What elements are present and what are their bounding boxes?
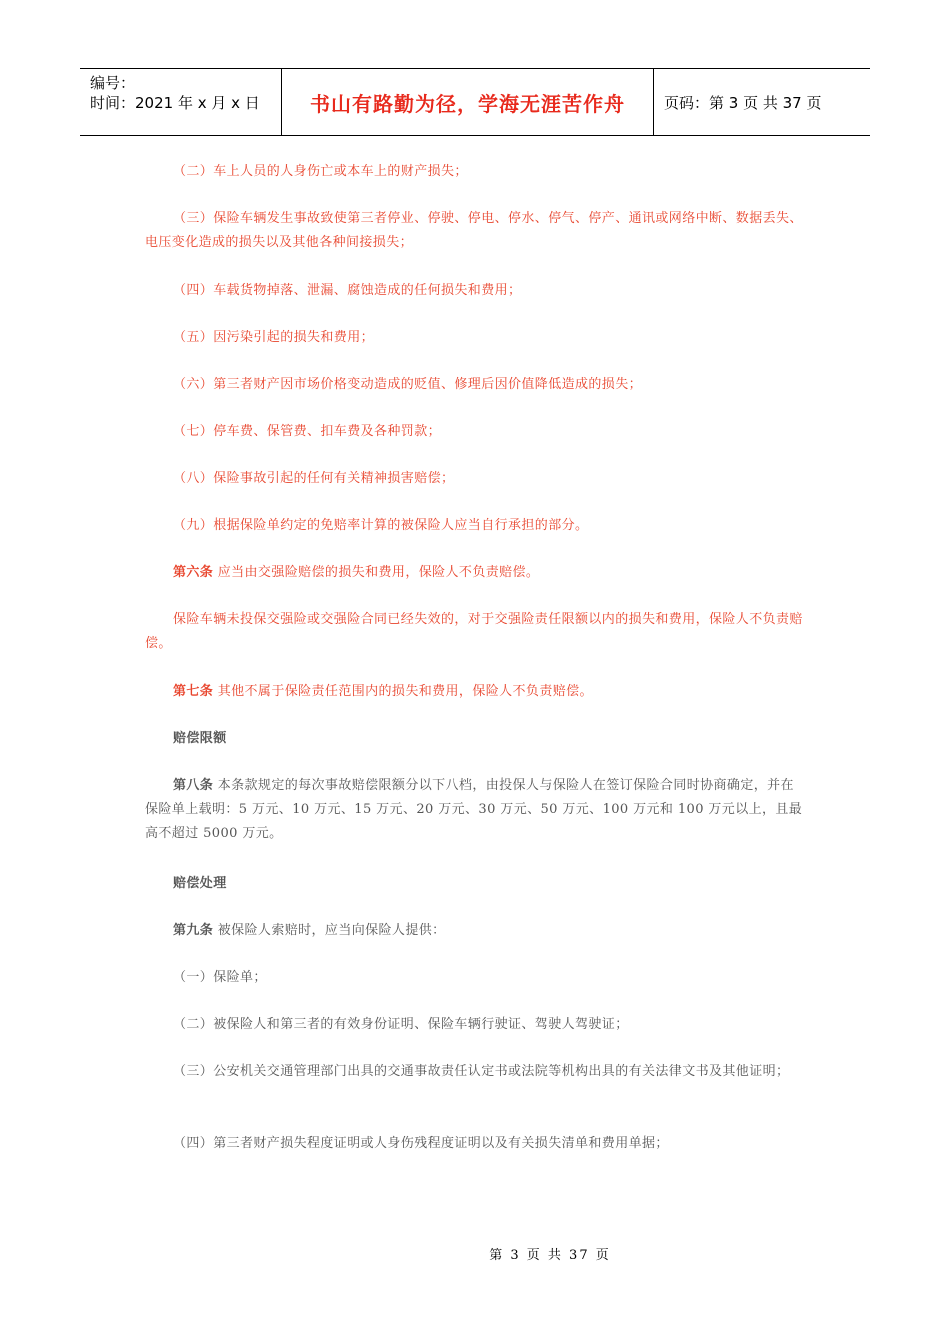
- article-number: 第九条: [173, 923, 214, 938]
- header-motto: 书山有路勤为径，学海无涯苦作舟: [310, 91, 625, 116]
- article-six: 第六条 应当由交强险赔偿的损失和费用，保险人不负责赔偿。: [173, 565, 540, 580]
- paragraph: （九）根据保险单约定的免赔率计算的被保险人应当自行承担的部分。: [173, 518, 589, 533]
- article-number: 第七条: [173, 684, 214, 699]
- paragraph: （四）车载货物掉落、泄漏、腐蚀造成的任何损失和费用；: [173, 283, 522, 298]
- article-number: 第八条: [173, 778, 214, 793]
- paragraph: （一）保险单；: [173, 970, 267, 985]
- section-heading: 赔偿处理: [173, 876, 227, 891]
- header-page-cell: [654, 69, 870, 135]
- header-motto-cell: [281, 69, 654, 135]
- paragraph: （七）停车费、保管费、扣车费及各种罚款；: [173, 424, 442, 439]
- paragraph: （八）保险事故引起的任何有关精神损害赔偿；: [173, 471, 455, 486]
- article-eight: 第八条 本条款规定的每次事故赔偿限额分以下八档，由投保人与保险人在签订保险合同时协商确定，并在保险单上载明：5 万元、10 万元、15 万元、20 万元、30 万元、50 万元、100 万元和 100 万元以上，且最高不超过 5000 万元。: [145, 778, 803, 841]
- paragraph: （六）第三者财产因市场价格变动造成的贬值、修理后因价值降低造成的损失；: [173, 377, 643, 392]
- document-header: [80, 68, 870, 136]
- section-heading: 赔偿限额: [173, 731, 227, 746]
- paragraph: （五）因污染引起的损失和费用；: [173, 330, 375, 345]
- number-label: 编号：: [90, 74, 136, 92]
- article-nine: 第九条 被保险人索赔时，应当向保险人提供：: [173, 923, 446, 938]
- date-label: 时间：2021 年 x 月 x 日: [90, 94, 260, 112]
- paragraph: （四）第三者财产损失程度证明或人身伤残程度证明以及有关损失清单和费用单据；: [173, 1136, 669, 1151]
- paragraph: （二）被保险人和第三者的有效身份证明、保险车辆行驶证、驾驶人驾驶证；: [173, 1017, 629, 1032]
- paragraph: （三）保险车辆发生事故致使第三者停业、停驶、停电、停水、停气、停产、通讯或网络中断、数据丢失、电压变化造成的损失以及其他各种间接损失；: [145, 211, 803, 250]
- paragraph: （二）车上人员的人身伤亡或本车上的财产损失；: [173, 164, 468, 179]
- header-meta: [80, 69, 281, 135]
- paragraph: 保险车辆未投保交强险或交强险合同已经失效的，对于交强险责任限额以内的损失和费用，保险人不负责赔偿。: [145, 612, 803, 651]
- article-seven: 第七条 其他不属于保险责任范围内的损失和费用，保险人不负责赔偿。: [173, 684, 593, 699]
- footer-page-number: 第 3 页 共 37 页: [489, 1248, 611, 1263]
- page-footer: [0, 1244, 950, 1263]
- article-number: 第六条: [173, 565, 214, 580]
- header-page-label: 页码：第 3 页 共 37 页: [664, 93, 822, 112]
- paragraph: （三）公安机关交通管理部门出具的交通事故责任认定书或法院等机构出具的有关法律文书及其他证明；: [173, 1064, 790, 1079]
